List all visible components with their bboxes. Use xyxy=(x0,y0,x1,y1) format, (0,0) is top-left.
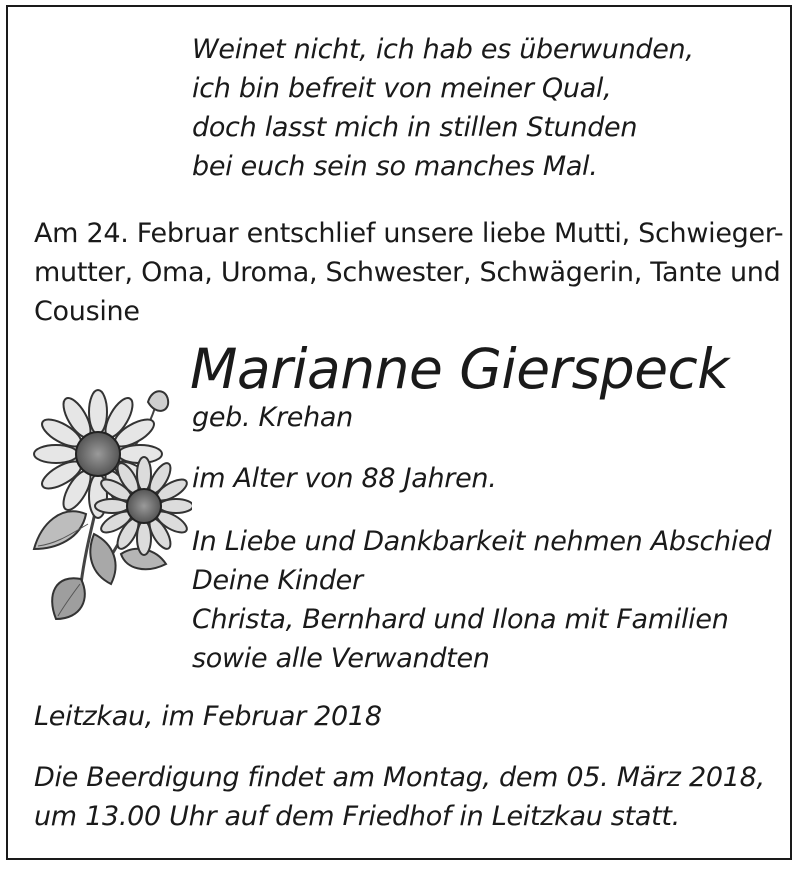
announcement-line: Cousine xyxy=(34,296,140,327)
birth-name: geb. Krehan xyxy=(192,402,353,433)
mourners-line: sowie alle Verwandten xyxy=(192,643,490,674)
announcement-line: mutter, Oma, Uroma, Schwester, Schwägerin, Tante und xyxy=(34,257,781,288)
funeral-info xyxy=(34,758,765,836)
announcement-text xyxy=(34,214,783,331)
deceased-name: Marianne Gierspeck xyxy=(190,337,729,401)
poem-line: doch lasst mich in stillen Stunden xyxy=(192,112,638,143)
poem-line: ich bin befreit von meiner Qual, xyxy=(192,73,612,104)
announcement-line: Am 24. Februar entschlief unsere liebe Mutti, Schwieger- xyxy=(34,218,784,249)
poem-line: bei euch sein so manches Mal. xyxy=(192,151,598,182)
age-text: im Alter von 88 Jahren. xyxy=(192,463,497,494)
sunflower-icon xyxy=(26,384,192,628)
mourners-line: In Liebe und Dankbarkeit nehmen Abschied xyxy=(192,526,772,557)
funeral-line: Die Beerdigung findet am Montag, dem 05. März 2018, xyxy=(34,762,765,793)
poem xyxy=(192,30,694,186)
mourners-line: Deine Kinder xyxy=(192,565,363,596)
mourners-line: Christa, Bernhard und Ilona mit Familien xyxy=(192,604,729,635)
place-date: Leitzkau, im Februar 2018 xyxy=(34,701,382,732)
poem-line: Weinet nicht, ich hab es überwunden, xyxy=(192,34,694,65)
mourners-text xyxy=(192,522,771,678)
funeral-line: um 13.00 Uhr auf dem Friedhof in Leitzkau statt. xyxy=(34,801,680,832)
